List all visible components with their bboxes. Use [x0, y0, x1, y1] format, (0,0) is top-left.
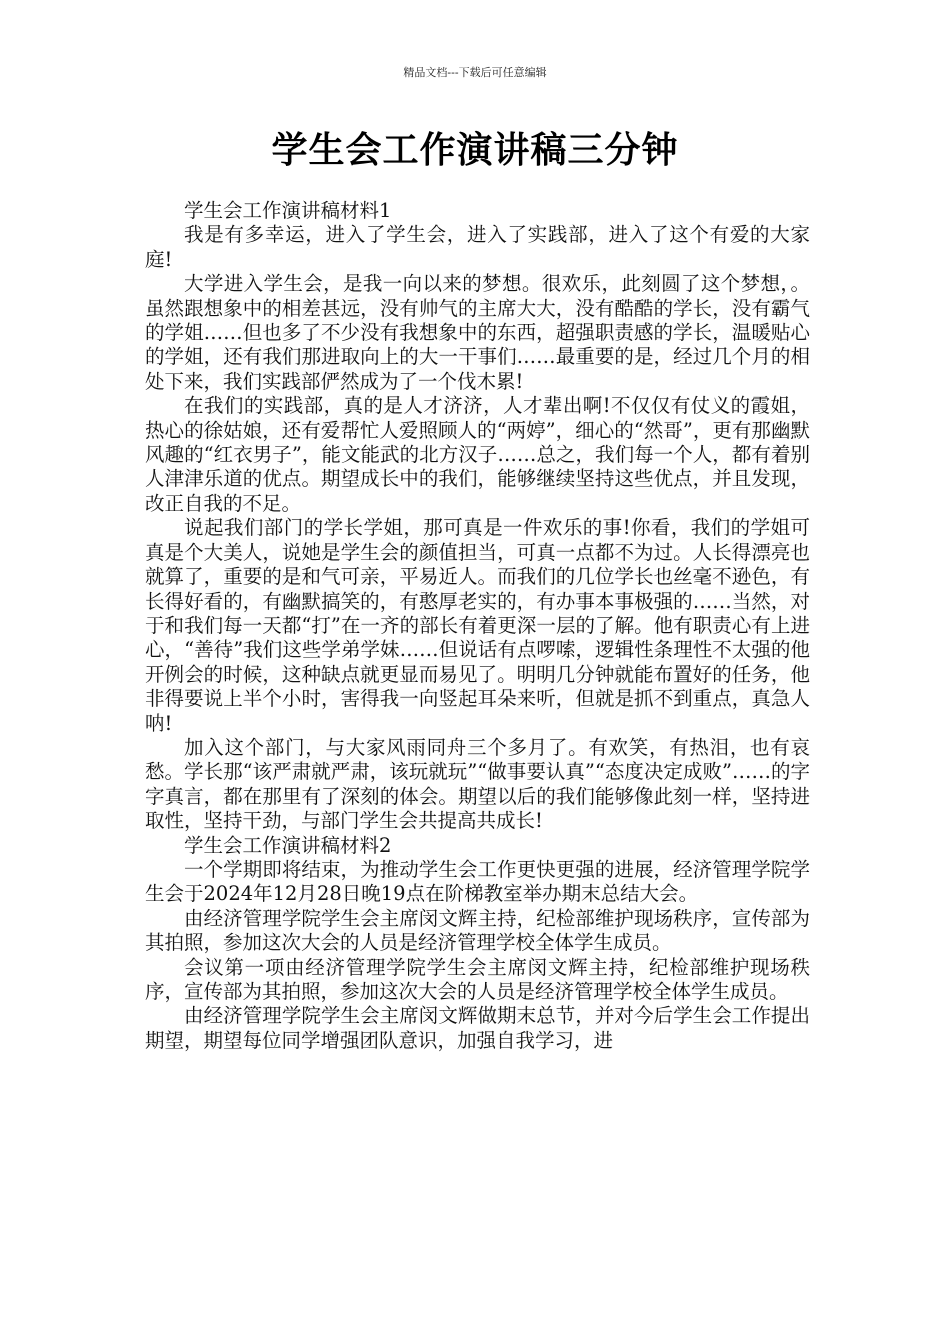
section-heading-1: 学生会工作演讲稿材料1: [184, 199, 392, 222]
paragraph: 由经济管理学院学生会主席闵文辉做期末总节，并对今后学生会工作提出期望，期望每位同学增强团队意识，加强自我学习，进: [145, 1004, 810, 1052]
paragraph: 大学进入学生会，是我一向以来的梦想。很欢乐，此刻圆了这个梦想，。虽然跟想象中的相差甚远，没有帅气的主席大大，没有酷酷的学长，没有霸气的学姐……但也多了不少没有我想象中的东西，超强职责感的学长，温暖贴心的学姐，还有我们那进取向上的大一干事们……最重要的是，经过几个月的相处下来，我们实践部俨然成为了一个伐木累!: [145, 272, 810, 393]
header-note: 精品文档---下载后可任意编辑: [403, 66, 547, 79]
paragraph: 在我们的实践部，真的是人才济济，人才辈出啊!不仅仅有仗义的霞姐，热心的徐姑娘，还有爱帮忙人爱照顾人的“两婷”，细心的“然哥”，更有那幽默风趣的“红衣男子”，能文能武的北方汉子……总之，我们每一个人，都有着别人津津乐道的优点。期望成长中的我们，能够继续坚持这些优点，并且发现，改正自我的不足。: [145, 394, 810, 515]
paragraph: 会议第一项由经济管理学院学生会主席闵文辉主持，纪检部维护现场秩序，宣传部为其拍照，参加这次大会的人员是经济管理学校全体学生成员。: [145, 955, 810, 1003]
section-heading-2: 学生会工作演讲稿材料2: [184, 833, 392, 857]
document-title: 学生会工作演讲稿三分钟: [271, 129, 679, 171]
document-body: [145, 199, 810, 1053]
paragraph: 加入这个部门，与大家风雨同舟三个多月了。有欢笑，有热泪，也有哀愁。学长那“该严肃就严肃，该玩就玩”“做事要认真”“态度决定成败”……的字字真言，都在那里有了深刻的体会。期望以后的我们能够像此刻一样，坚持进取性，坚持干劲，与部门学生会共提高共成长!: [145, 735, 810, 833]
paragraph: 由经济管理学院学生会主席闵文辉主持，纪检部维护现场秩序，宣传部为其拍照，参加这次大会的人员是经济管理学校全体学生成员。: [145, 906, 810, 955]
paragraph: 说起我们部门的学长学姐，那可真是一件欢乐的事!你看，我们的学姐可真是个大美人，说她是学生会的颜值担当，可真一点都不为过。人长得漂亮也就算了，重要的是和气可亲，平易近人。而我们的几位学长也丝毫不逊色，有长得好看的，有幽默搞笑的，有憨厚老实的，有办事本事极强的……当然，对于和我们每一天都“打”在一齐的部长有着更深一层的了解。他有职责心有上进心，“善待”我们这些学弟学妹……但说话有点啰嗦，逻辑性条理性不太强的他开例会的时候，这种缺点就更显而易见了。明明几分钟就能布置好的任务，他非得要说上半个小时，害得我一向竖起耳朵来听，但就是抓不到重点，真急人呐!: [145, 516, 810, 735]
paragraph: 一个学期即将结束，为推动学生会工作更快更强的进展，经济管理学院学生会于2024年12月28日晚19点在阶梯教室举办期末总结大会。: [145, 857, 810, 906]
paragraph: 我是有多幸运，进入了学生会，进入了实践部，进入了这个有爱的大家庭!: [145, 223, 810, 271]
